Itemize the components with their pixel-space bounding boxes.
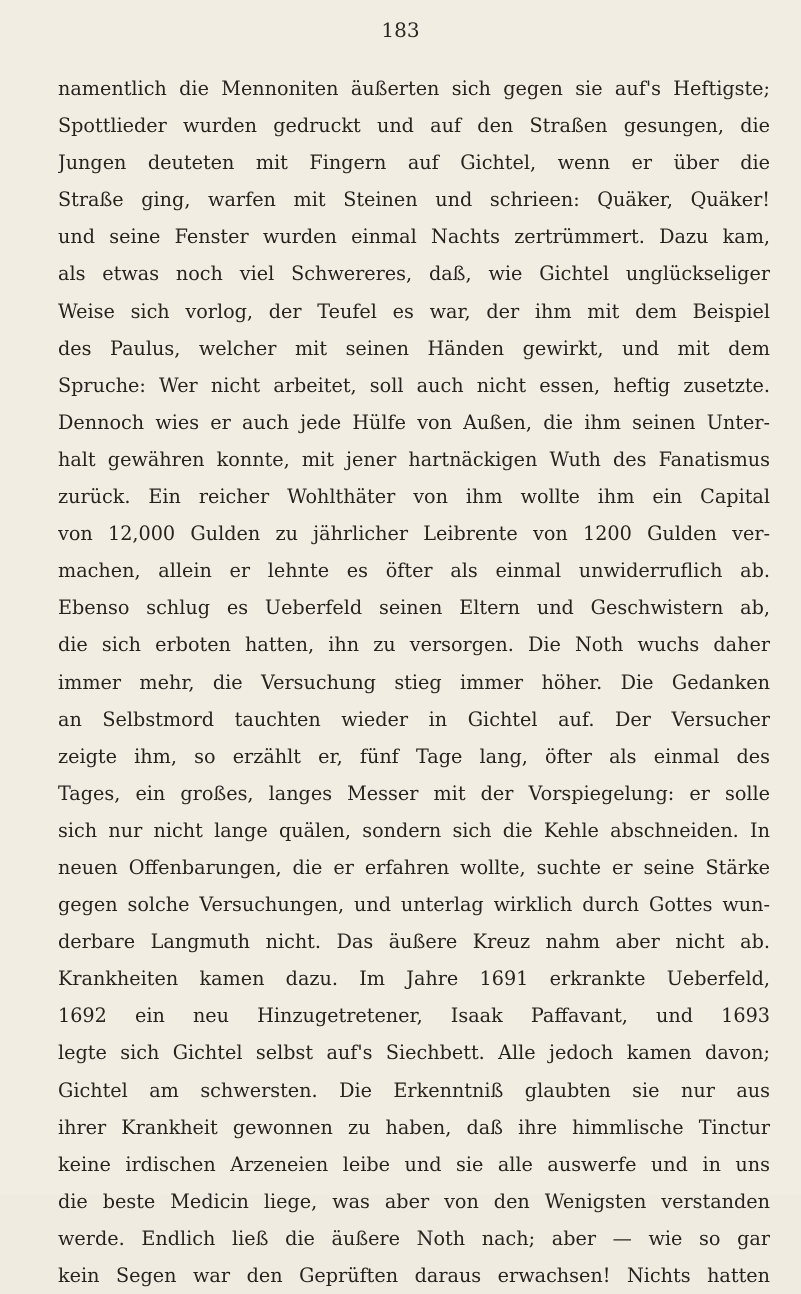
text-line: zeigte ihm, so erzählt er, fünf Tage lang, öfter als einmal des (58, 744, 770, 768)
text-line: Gichtel am schwersten. Die Erkenntniß glaubten sie nur aus (58, 1078, 770, 1102)
text-line: als etwas noch viel Schwereres, daß, wie Gichtel unglückseliger (58, 262, 770, 286)
text-line: legte sich Gichtel selbst auf's Siechbett. Alle jedoch kamen davon; (58, 1041, 770, 1065)
text-line: Weise sich vorlog, der Teufel es war, der ihm mit dem Beispiel (58, 299, 770, 323)
text-line: an Selbstmord tauchten wieder in Gichtel auf. Der Versucher (58, 707, 770, 731)
text-line: die sich erboten hatten, ihn zu versorgen. Die Noth wuchs daher (58, 633, 770, 657)
text-line: neuen Offenbarungen, die er erfahren wollte, suchte er seine Stärke (58, 855, 770, 879)
text-line: des Paulus, welcher mit seinen Händen gewirkt, und mit dem (58, 336, 770, 360)
text-line: gegen solche Versuchungen, und unterlag wirklich durch Gottes wun- (58, 893, 770, 917)
text-line: Spottlieder wurden gedruckt und auf den Straßen gesungen, die (58, 114, 770, 138)
text-line: sich nur nicht lange quälen, sondern sich die Kehle abschneiden. In (58, 818, 770, 842)
text-line: derbare Langmuth nicht. Das äußere Kreuz nahm aber nicht ab. (58, 930, 770, 954)
text-line: machen, allein er lehnte es öfter als einmal unwiderruflich ab. (58, 559, 770, 583)
text-line: kein Segen war den Geprüften daraus erwachsen! Nichts hatten (58, 1264, 770, 1287)
text-line: Tages, ein großes, langes Messer mit der Vorspiegelung: er solle (58, 781, 770, 805)
text-line: ihrer Krankheit gewonnen zu haben, daß ihre himmlische Tinctur (58, 1115, 770, 1139)
text-line: Jungen deuteten mit Fingern auf Gichtel, wenn er über die (58, 151, 770, 175)
text-line: und seine Fenster wurden einmal Nachts zertrümmert. Dazu kam, (58, 225, 770, 249)
text-line: die beste Medicin liege, was aber von den Wenigsten verstanden (58, 1189, 770, 1213)
text-line: werde. Endlich ließ die äußere Noth nach; aber — wie so gar (58, 1226, 770, 1250)
text-line: Straße ging, warfen mit Steinen und schrieen: Quäker, Quäker! (58, 188, 770, 212)
body-text (58, 70, 770, 1294)
text-line: 1692 ein neu Hinzugetretener, Isaak Paffavant, und 1693 (58, 1004, 770, 1028)
text-line: immer mehr, die Versuchung stieg immer höher. Die Gedanken (58, 670, 770, 694)
text-line: Spruche: Wer nicht arbeitet, soll auch nicht essen, heftig zusetzte. (58, 373, 770, 397)
text-line: halt gewähren konnte, mit jener hartnäckigen Wuth des Fanatismus (58, 447, 770, 471)
text-line: von 12,000 Gulden zu jährlicher Leibrente von 1200 Gulden ver- (58, 522, 770, 546)
text-line: Krankheiten kamen dazu. Im Jahre 1691 erkrankte Ueberfeld, (58, 967, 770, 991)
text-line: Ebenso schlug es Ueberfeld seinen Eltern und Geschwistern ab, (58, 596, 770, 620)
text-line: zurück. Ein reicher Wohlthäter von ihm wollte ihm ein Capital (58, 485, 770, 509)
text-line: namentlich die Mennoniten äußerten sich gegen sie auf's Heftigste; (58, 77, 770, 100)
text-line: Dennoch wies er auch jede Hülfe von Außen, die ihm seinen Unter- (58, 410, 770, 434)
text-line: keine irdischen Arzeneien leibe und sie alle auswerfe und in uns (58, 1152, 770, 1176)
page-number: 183 (381, 18, 420, 42)
